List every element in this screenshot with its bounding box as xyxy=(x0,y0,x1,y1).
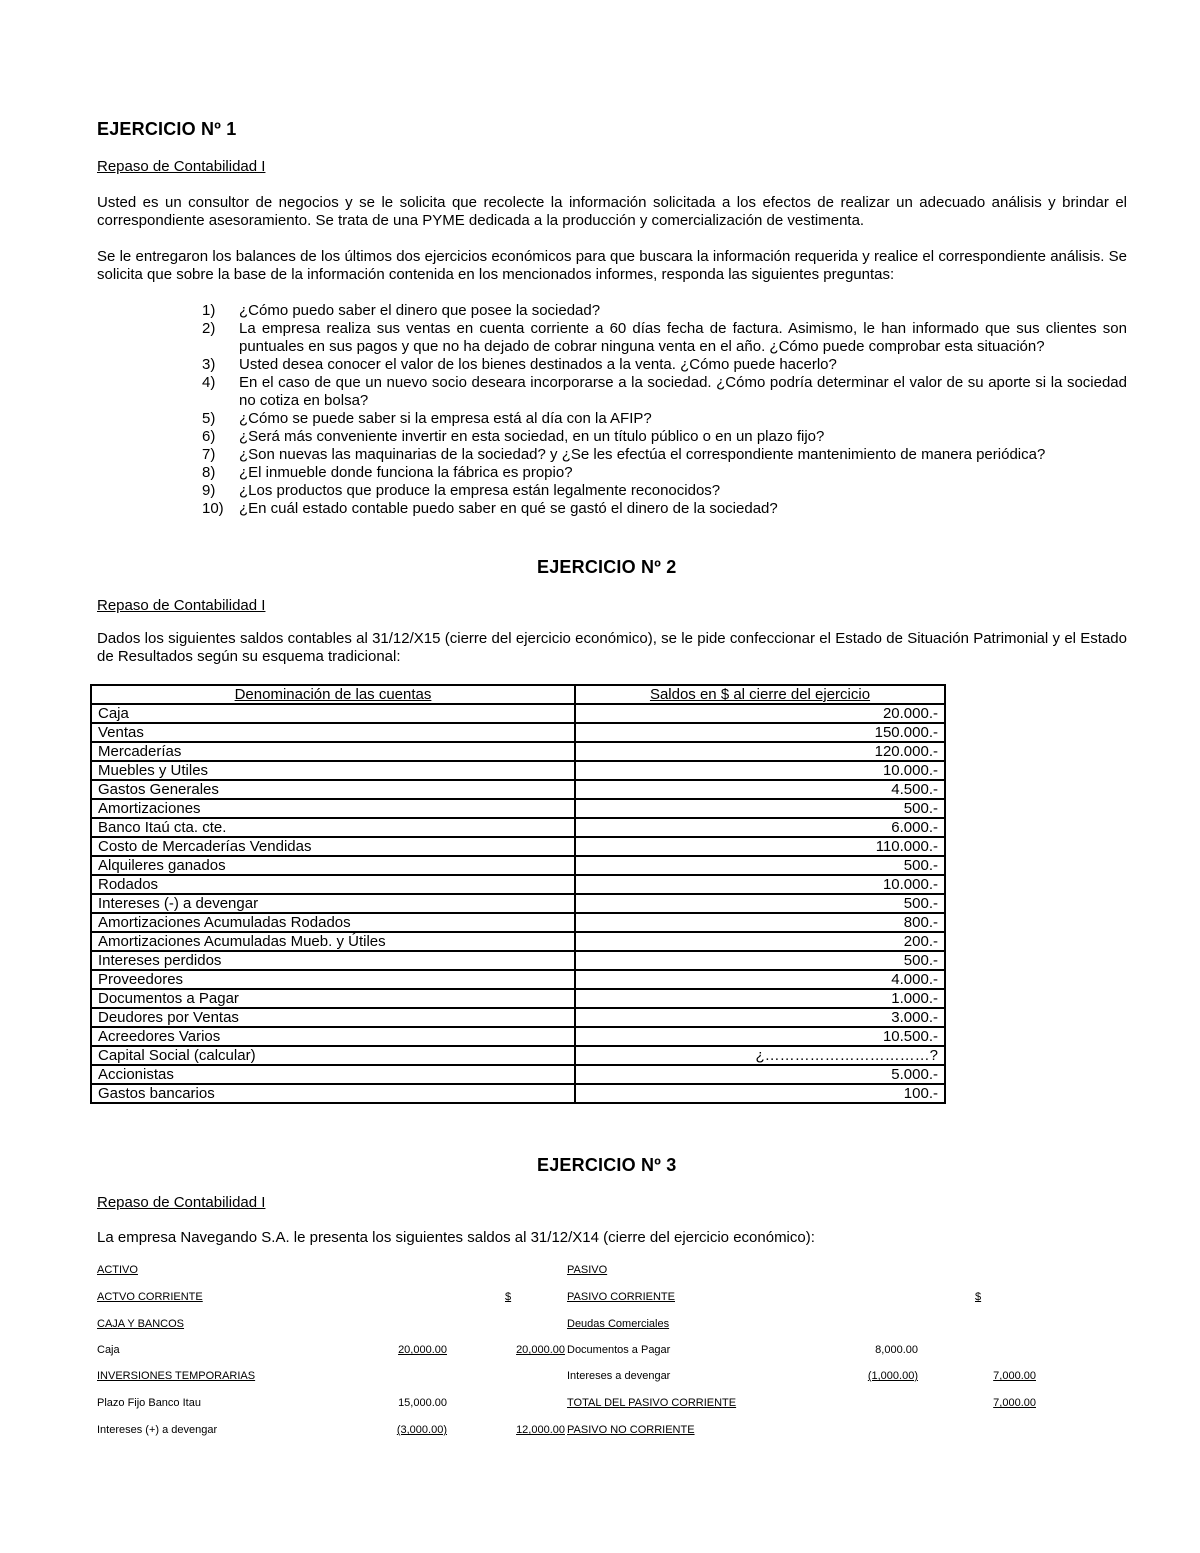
pasivo-currency: $ xyxy=(975,1291,982,1303)
exercise-2-title: EJERCICIO Nº 2 xyxy=(537,557,677,577)
question-number: 7) xyxy=(202,446,216,463)
table-row xyxy=(91,875,945,894)
question-number: 2) xyxy=(202,320,216,337)
list-item xyxy=(202,302,1127,320)
documentos-pagar-label: Documentos a Pagar xyxy=(567,1344,671,1356)
account-balance-cell: 10.500.- xyxy=(575,1027,945,1046)
activo-corriente-header: ACTVO CORRIENTE xyxy=(97,1291,203,1303)
account-name-cell: Gastos Generales xyxy=(91,780,575,799)
table-row xyxy=(91,1008,945,1027)
question-text: ¿El inmueble donde funciona la fábrica es propio? xyxy=(239,464,573,481)
account-name-cell: Amortizaciones xyxy=(91,799,575,818)
documentos-pagar-value: 8,000.00 xyxy=(875,1344,918,1356)
table-row xyxy=(91,818,945,837)
list-item xyxy=(202,464,1127,482)
question-text: ¿Cómo puedo saber el dinero que posee la sociedad? xyxy=(239,302,601,319)
question-text: La empresa realiza sus ventas en cuenta corriente a 60 días fecha de factura. Asimismo, le han informado que sus clientes son puntuales en sus pagos y que no ha dejado de cobrar ninguna venta en el año. ¿Cómo puede comprobar esta situación? xyxy=(239,320,1127,355)
table-row xyxy=(91,913,945,932)
table-row xyxy=(91,799,945,818)
table-header-row xyxy=(91,685,945,704)
account-balance-cell: 20.000.- xyxy=(575,704,945,723)
account-balance-cell: 150.000.- xyxy=(575,723,945,742)
account-balance-cell: 4.500.- xyxy=(575,780,945,799)
list-item xyxy=(202,374,1127,410)
table-row xyxy=(91,1065,945,1084)
activo-currency: $ xyxy=(505,1291,512,1303)
list-item xyxy=(202,410,1127,428)
column-header-account: Denominación de las cuentas xyxy=(91,685,575,704)
account-name-cell: Capital Social (calcular) xyxy=(91,1046,575,1065)
table-row xyxy=(91,837,945,856)
account-balance-cell: 5.000.- xyxy=(575,1065,945,1084)
question-text: ¿Los productos que produce la empresa están legalmente reconocidos? xyxy=(239,482,721,499)
exercise-1-paragraph-1: Usted es un consultor de negocios y se le solicita que recolecte la información solicitada a los efectos de realizar un adecuado análisis y brindar el correspondiente asesoramiento. Se trata de una PYME dedicada a la producción y comercialización de vestimenta. xyxy=(97,194,1127,229)
account-balance-cell: 6.000.- xyxy=(575,818,945,837)
exercise-2-paragraph: Dados los siguientes saldos contables al 31/12/X15 (cierre del ejercicio económico), se le pide confeccionar el Estado de Situación Patrimonial y el Estado de Resultados según su esquema tradicional: xyxy=(97,630,1127,665)
accounts-table-body xyxy=(91,704,945,1103)
table-row xyxy=(91,970,945,989)
table-row xyxy=(91,723,945,742)
table-row xyxy=(91,1046,945,1065)
exercise-1-paragraph-2: Se le entregaron los balances de los últimos dos ejercicios económicos para que buscara la información requerida y realice el correspondiente análisis. Se solicita que sobre la base de la información contenida en los mencionados informes, responda las siguientes preguntas: xyxy=(97,248,1127,283)
inversiones-header: INVERSIONES TEMPORARIAS xyxy=(97,1370,256,1382)
question-number: 9) xyxy=(202,482,216,499)
exercise-3-paragraph: La empresa Navegando S.A. le presenta los siguientes saldos al 31/12/X14 (cierre del ejercicio económico): xyxy=(97,1229,815,1246)
account-name-cell: Deudores por Ventas xyxy=(91,1008,575,1027)
question-text: ¿Cómo se puede saber si la empresa está al día con la AFIP? xyxy=(239,410,652,427)
account-balance-cell: 800.- xyxy=(575,913,945,932)
total-pasivo-corriente-value: 7,000.00 xyxy=(993,1397,1036,1409)
table-row xyxy=(91,742,945,761)
account-name-cell: Documentos a Pagar xyxy=(91,989,575,1008)
list-item xyxy=(202,446,1127,464)
account-name-cell: Gastos bancarios xyxy=(91,1084,575,1103)
account-name-cell: Costo de Mercaderías Vendidas xyxy=(91,837,575,856)
account-name-cell: Alquileres ganados xyxy=(91,856,575,875)
question-text: ¿Son nuevas las maquinarias de la sociedad? y ¿Se les efectúa el correspondiente mantenimiento de manera periódica? xyxy=(239,446,1046,463)
question-number: 1) xyxy=(202,302,216,319)
exercise-3-title: EJERCICIO Nº 3 xyxy=(537,1155,677,1175)
account-name-cell: Proveedores xyxy=(91,970,575,989)
account-balance-cell: 500.- xyxy=(575,951,945,970)
pasivo-corriente-header: PASIVO CORRIENTE xyxy=(567,1291,675,1303)
question-text: En el caso de que un nuevo socio deseara incorporarse a la sociedad. ¿Cómo podría determinar el valor de su aporte si la sociedad no cotiza en bolsa? xyxy=(239,374,1127,409)
account-name-cell: Amortizaciones Acumuladas Mueb. y Útiles xyxy=(91,932,575,951)
question-number: 4) xyxy=(202,374,216,391)
table-row xyxy=(91,951,945,970)
account-balance-cell: 100.- xyxy=(575,1084,945,1103)
question-number: 6) xyxy=(202,428,216,445)
account-name-cell: Banco Itaú cta. cte. xyxy=(91,818,575,837)
account-name-cell: Mercaderías xyxy=(91,742,575,761)
exercise-3-subtitle: Repaso de Contabilidad I xyxy=(97,1194,266,1211)
account-balance-cell: 200.- xyxy=(575,932,945,951)
account-balance-cell: 500.- xyxy=(575,799,945,818)
table-row xyxy=(91,780,945,799)
caja-value: 20,000.00 xyxy=(398,1344,447,1356)
table-row xyxy=(91,761,945,780)
account-name-cell: Ventas xyxy=(91,723,575,742)
table-row xyxy=(91,1027,945,1046)
question-number: 10) xyxy=(202,500,224,517)
table-row xyxy=(91,1084,945,1103)
account-balance-cell: 4.000.- xyxy=(575,970,945,989)
account-name-cell: Rodados xyxy=(91,875,575,894)
account-balance-cell: 3.000.- xyxy=(575,1008,945,1027)
account-balance-cell: 10.000.- xyxy=(575,761,945,780)
question-list xyxy=(202,302,1127,518)
intereses-activo-value: (3,000.00) xyxy=(396,1424,447,1436)
plazo-fijo-label: Plazo Fijo Banco Itau xyxy=(97,1397,201,1409)
account-balance-cell: 500.- xyxy=(575,856,945,875)
list-item xyxy=(202,500,1127,518)
question-text: ¿En cuál estado contable puedo saber en qué se gastó el dinero de la sociedad? xyxy=(239,500,778,517)
account-balance-cell: 1.000.- xyxy=(575,989,945,1008)
accounts-table xyxy=(90,684,946,1104)
list-item xyxy=(202,320,1127,356)
intereses-pasivo-value: (1,000.00) xyxy=(867,1370,918,1382)
account-balance-cell: ¿……………………………? xyxy=(575,1046,945,1065)
account-name-cell: Intereses perdidos xyxy=(91,951,575,970)
account-name-cell: Acreedores Varios xyxy=(91,1027,575,1046)
list-item xyxy=(202,482,1127,500)
account-name-cell: Muebles y Utiles xyxy=(91,761,575,780)
caja-total: 20,000.00 xyxy=(516,1344,565,1356)
table-row xyxy=(91,704,945,723)
column-header-balance: Saldos en $ al cierre del ejercicio xyxy=(575,685,945,704)
question-text: ¿Será más conveniente invertir en esta sociedad, en un título público o en un plazo fijo? xyxy=(239,428,825,445)
table-row xyxy=(91,932,945,951)
exercise-2-subtitle: Repaso de Contabilidad I xyxy=(97,597,266,614)
table-row xyxy=(91,989,945,1008)
question-number: 5) xyxy=(202,410,216,427)
account-balance-cell: 10.000.- xyxy=(575,875,945,894)
pasivo-header: PASIVO xyxy=(567,1264,608,1276)
plazo-fijo-value: 15,000.00 xyxy=(398,1397,447,1409)
account-name-cell: Accionistas xyxy=(91,1065,575,1084)
list-item xyxy=(202,356,1127,374)
table-row xyxy=(91,856,945,875)
account-name-cell: Intereses (-) a devengar xyxy=(91,894,575,913)
exercise-1-subtitle: Repaso de Contabilidad I xyxy=(97,158,266,175)
account-name-cell: Amortizaciones Acumuladas Rodados xyxy=(91,913,575,932)
exercise-1-title: EJERCICIO Nº 1 xyxy=(97,119,237,139)
account-name-cell: Caja xyxy=(91,704,575,723)
intereses-activo-label: Intereses (+) a devengar xyxy=(97,1424,218,1436)
account-balance-cell: 110.000.- xyxy=(575,837,945,856)
inversiones-total: 12,000.00 xyxy=(516,1424,565,1436)
table-row xyxy=(91,894,945,913)
deudas-comerciales-header: Deudas Comerciales xyxy=(567,1318,670,1330)
list-item xyxy=(202,428,1127,446)
question-text: Usted desea conocer el valor de los bienes destinados a la venta. ¿Cómo puede hacerlo? xyxy=(239,356,837,373)
intereses-pasivo-label: Intereses a devengar xyxy=(567,1370,671,1382)
question-number: 3) xyxy=(202,356,216,373)
question-number: 8) xyxy=(202,464,216,481)
account-balance-cell: 500.- xyxy=(575,894,945,913)
caja-bancos-header: CAJA Y BANCOS xyxy=(97,1318,185,1330)
caja-label: Caja xyxy=(97,1344,120,1356)
pasivo-no-corriente-header: PASIVO NO CORRIENTE xyxy=(567,1424,695,1436)
account-balance-cell: 120.000.- xyxy=(575,742,945,761)
intereses-pasivo-total: 7,000.00 xyxy=(993,1370,1036,1382)
activo-header: ACTIVO xyxy=(97,1264,138,1276)
total-pasivo-corriente-label: TOTAL DEL PASIVO CORRIENTE xyxy=(567,1397,737,1409)
